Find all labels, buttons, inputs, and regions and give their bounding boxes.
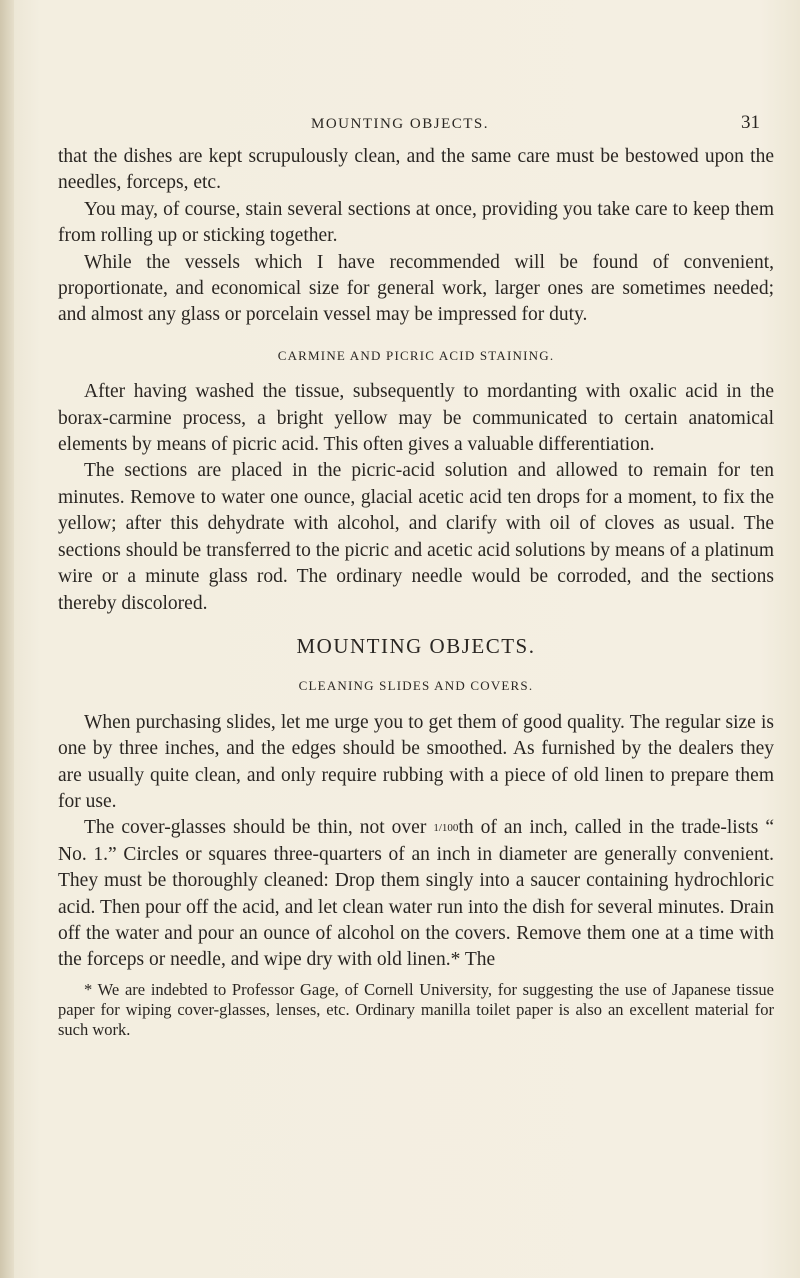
paragraph: After having washed the tissue, subsequently to mordanting with oxalic acid in the borax-carmine process, a bright yellow may be communicated to certain anatomical elements by means of picric acid. This often gives a valuable differentiation. [58,381,774,456]
paragraph: You may, of course, stain several sections at once, providing you take care to keep them from rolling up or sticking together. [58,198,774,247]
paragraph: While the vessels which I have recommended will be found of convenient, proportionate, and economical size for general work, larger ones are sometimes needed; and almost any glass or porcelain vessel may be impressed for duty. [58,251,774,326]
page-number: 31 [741,112,760,133]
page-body [58,144,774,1040]
footnote: * We are indebted to Professor Gage, of Cornell University, for suggesting the use of Japanese tissue paper for wiping cover-glasses, lenses, etc. Ordinary manilla toilet paper is also an excellent material for such work. [58,979,774,1039]
page-gutter [0,0,14,1278]
section-title: MOUNTING OBJECTS. [296,633,536,658]
running-head: MOUNTING OBJECTS. [310,116,489,132]
subheading: CLEANING SLIDES AND COVERS. [298,678,534,694]
fraction: 1/100 [433,822,459,835]
paragraph: that the dishes are kept scrupulously clean, and the same care must be bestowed upon the needles, forceps, etc. [58,146,774,194]
paragraph-text: The cover-glasses should be thin, not over [84,817,434,839]
paragraph [58,815,774,973]
paragraph: When purchasing slides, let me urge you to get them of good quality. The regular size is one by three inches, and the edges should be smoothed. As furnished by the dealers they are usually quite clean, and only require rubbing with a piece of old linen to prepare them for use. [58,711,774,812]
paragraph: The sections are placed in the picric-acid solution and allowed to remain for ten minutes. Remove to water one ounce, glacial acetic acid ten drops for a moment, to fix the yellow; after this dehydrate with alcohol, and clarify with oil of cloves as usual. The sections should be transferred to the picric and acetic acid solutions by means of a platinum wire or a minute glass rod. The ordinary needle would be corroded, and the sections thereby discolored. [58,460,774,614]
subheading: CARMINE AND PICRIC ACID STAINING. [277,347,555,363]
paragraph-text: th of an inch, called in the trade-lists “ No. 1.” Circles or squares three-quarters of an inch in diameter are generally convenient. They must be thoroughly cleaned: Drop them singly into a saucer containing hydrochloric acid. Then pour off the acid, and let clean water run into the dish for several minutes. Drain off the water and pour an ounce of alcohol on the covers. Remove them one at a time with the forceps or needle, and wipe dry with old linen.* The [58,817,775,971]
